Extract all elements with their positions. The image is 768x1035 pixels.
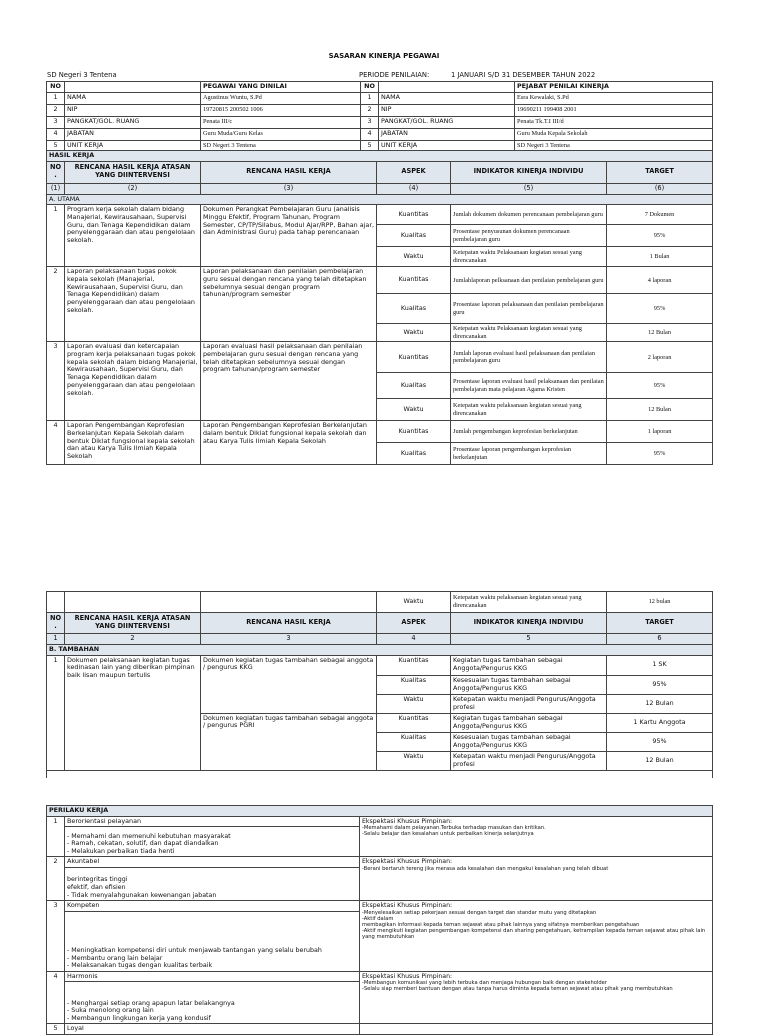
unit-header: SD Negeri 3 Tentena bbox=[47, 71, 117, 79]
ekspektasi-item: -Menyelesaikan setiap pekerjaan sesuai dengan target dan standar mutu yang ditetapkan bbox=[362, 909, 597, 916]
aspek-cell: Waktu bbox=[377, 751, 451, 770]
column-number: 4 bbox=[377, 634, 451, 645]
target-cell: 1 Kartu Anggota bbox=[607, 713, 713, 732]
identity-row bbox=[47, 93, 713, 105]
perilaku-item: - Tidak menyalahgunakan kewenangan jabatan bbox=[67, 891, 217, 899]
ekspektasi-item: -Membangun komunikasi yang lebih terbuka dan menjaga hubungan baik dengan stakeholder bbox=[362, 980, 608, 987]
perilaku-items bbox=[65, 827, 360, 857]
rhk-atasan-cell: Dokumen pelaksanaan kegiatan tugas kedinasan lain yang diberikan pimpinan baik lisan maupun tertulis bbox=[65, 655, 201, 770]
identity-label: UNIT KERJA bbox=[65, 141, 201, 153]
col-rhk: RENCANA HASIL KERJA bbox=[201, 161, 377, 183]
ekspektasi-cell bbox=[360, 1024, 713, 1035]
pejabat-value: SD Negeri 3 Tentena bbox=[515, 141, 713, 153]
perilaku-items bbox=[65, 982, 360, 1024]
perilaku-item: - Melaksanakan tugas dengan kualitas terbaik bbox=[67, 962, 213, 970]
ekspektasi-cell bbox=[360, 857, 713, 901]
perilaku-title-row bbox=[47, 1024, 713, 1035]
hasil-kerja-table bbox=[46, 150, 713, 465]
ekspektasi-item: membagikan informasi kepada teman sejawat atau pihak lainnya yang sifatnya memberikan pengetahuan bbox=[362, 921, 640, 928]
identity-no: 4 bbox=[47, 129, 65, 141]
target-cell: 12 Bulan bbox=[607, 751, 713, 770]
column-number: (5) bbox=[451, 183, 607, 194]
identity-label: NAMA bbox=[379, 93, 515, 105]
periode-value: 1 JANUARI S/D 31 DESEMBER TAHUN 2022 bbox=[451, 71, 596, 79]
indikator-cell: Ketepatan waktu Pelaksanaan kegiatan sesuai yang direncanakan bbox=[451, 247, 607, 267]
rhk-atasan-cell: Program kerja sekolah dalam bidang Manajerial, Kewirausahaan, Supervisi Guru, dan Tenaga Kependidikan dalam penyelenggaraan dan atau pengelolaan sekolah. bbox=[65, 205, 201, 267]
indikator-cell: Jumlah pengembangan keprofesian berkelanjutan bbox=[451, 421, 607, 443]
aspek-cell: Waktu bbox=[377, 247, 451, 267]
target-cell: 95% bbox=[607, 294, 713, 324]
identity-label: JABATAN bbox=[379, 129, 515, 141]
target-cell: 2 laporan bbox=[607, 342, 713, 373]
col-rhk-atasan: RENCANA HASIL KERJA ATASAN YANG DIINTERVENSI bbox=[65, 161, 201, 183]
perilaku-title-row bbox=[47, 971, 713, 982]
identity-no: 4 bbox=[361, 129, 379, 141]
identity-table bbox=[46, 81, 713, 153]
indikator-cell: Ketepatan waktu menjadi Pengurus/Anggota profesi bbox=[451, 751, 607, 770]
col-aspek: ASPEK bbox=[377, 613, 451, 634]
identity-no: 1 bbox=[47, 93, 65, 105]
identity-no: 1 bbox=[361, 93, 379, 105]
perilaku-title-row bbox=[47, 857, 713, 868]
col-aspek: ASPEK bbox=[377, 161, 451, 183]
page-title: SASARAN KINERJA PEGAWAI bbox=[328, 52, 440, 60]
table-row bbox=[47, 205, 713, 225]
aspek-cell: Kualitas bbox=[377, 373, 451, 399]
identity-no: 5 bbox=[47, 141, 65, 153]
ekspektasi-cell bbox=[360, 971, 713, 1024]
identity-no: 3 bbox=[361, 117, 379, 129]
perilaku-item: efektif, dan efisien bbox=[67, 883, 126, 891]
perilaku-item: - Membantu orang lain belajar bbox=[67, 954, 163, 962]
ekspektasi-item: -Berani bertaruh tereng jika merasa ada kesalahan dan mengakui kesalahan yang telah dibuat bbox=[362, 865, 609, 872]
identity-label: PANGKAT/GOL. RUANG bbox=[65, 117, 201, 129]
perilaku-label: PERILAKU KERJA bbox=[47, 806, 713, 817]
aspek-cell: Kuantitas bbox=[377, 655, 451, 675]
pejabat-value: Guru Muda Kepala Sekolah bbox=[515, 129, 713, 141]
perilaku-title-row bbox=[47, 901, 713, 912]
target-cell: 1 SK bbox=[607, 655, 713, 675]
indikator-cell: Kegiatan tugas tambahan sebagai Anggota/Pengurus KKG bbox=[451, 713, 607, 732]
indikator-cell: Ketepatan waktu menjadi Pengurus/Anggota profesi bbox=[451, 694, 607, 713]
rhk-cell: Laporan pelaksanaan dan penilaian pembelajaran guru sesuai dengan rencana yang telah ditetapkan sebelumnya sesuai dengan program tahunan/program semester bbox=[201, 267, 377, 342]
indikator-cell: Ketepatan waktu Pelaksanaan kegiatan sesuai yang direncanakan bbox=[451, 324, 607, 342]
rhk-atasan-cell: Laporan pelaksanaan tugas pokok kepala sekolah (Manajerial, Kewirausahaan, Supervisi Guru, dan Tenaga Kependidikan) dalam penyelenggaraan dan atau pengelolaan sekolah. bbox=[65, 267, 201, 342]
target-cell: 95% bbox=[607, 443, 713, 465]
column-number: (4) bbox=[377, 183, 451, 194]
pegawai-value: SD Negeri 3 Tentena bbox=[201, 141, 361, 153]
ekspektasi-item: -Selalu belajar dan kesalahan untuk perbaikan kinerja selanjutnya bbox=[362, 831, 534, 838]
target-cell: 7 Dokumen bbox=[607, 205, 713, 225]
identity-no: 2 bbox=[47, 105, 65, 117]
column-number: (2) bbox=[65, 183, 201, 194]
perilaku-items bbox=[65, 911, 360, 971]
column-number: 5 bbox=[451, 634, 607, 645]
pejabat-value: 19690211 199408 2001 bbox=[515, 105, 713, 117]
aspek-cell: Kuantitas bbox=[377, 205, 451, 225]
row-number: 1 bbox=[47, 655, 65, 770]
carry-row bbox=[47, 592, 713, 613]
pejabat-value: Esra Kewalaki, S.Pd bbox=[515, 93, 713, 105]
perilaku-title: Kompeten bbox=[65, 901, 360, 912]
indikator-cell: Kesesuaian tugas tambahan sebagai Anggota/Pengurus KKG bbox=[451, 675, 607, 694]
pegawai-value: Agustinus Wuntu, S.Pd bbox=[201, 93, 361, 105]
column-number-row bbox=[47, 183, 713, 194]
identity-row bbox=[47, 117, 713, 129]
target-cell: 95% bbox=[607, 373, 713, 399]
pegawai-value: Penata III/c bbox=[201, 117, 361, 129]
perilaku-item: - Suka menolong orang lain bbox=[67, 1007, 154, 1015]
column-number: (3) bbox=[201, 183, 377, 194]
identity-row bbox=[47, 129, 713, 141]
perilaku-no: 4 bbox=[47, 971, 65, 1024]
perilaku-item: - Menghargai setiap orang apapun latar belakangnya bbox=[67, 999, 235, 1007]
indikator-cell: Jumlah laporan evaluasi hasil pelaksanaan dan penilaian pembelajaran guru bbox=[451, 342, 607, 373]
aspek-cell: Waktu bbox=[377, 324, 451, 342]
col-indikator: INDIKATOR KINERJA INDIVIDU bbox=[451, 613, 607, 634]
rhk-cell: Laporan evaluasi hasil pelaksanaan dan penilaian pembelajaran guru sesuai dengan rencana yang telah ditetapkan sebelumnya sesuai dengan program tahunan/program semester bbox=[201, 342, 377, 421]
periode-label: PERIODE PENILAIAN: bbox=[359, 71, 430, 79]
identity-label: NIP bbox=[65, 105, 201, 117]
header-row bbox=[47, 161, 713, 183]
target-cell: 95% bbox=[607, 675, 713, 694]
table-row bbox=[47, 655, 713, 675]
column-number: 6 bbox=[607, 634, 713, 645]
col-no: NO. bbox=[47, 161, 65, 183]
row-number: 2 bbox=[47, 267, 65, 342]
target-cell: 95% bbox=[607, 225, 713, 247]
identity-label: PANGKAT/GOL. RUANG bbox=[379, 117, 515, 129]
identity-no-header-2: NO bbox=[361, 82, 379, 93]
indikator-cell: Prosentase laporan evaluasi hasil pelaksanaan dan penilaian pembelajaran mata pelajaran Agama Kristen bbox=[451, 373, 607, 399]
target-cell: 1 Bulan bbox=[607, 247, 713, 267]
indikator-cell: Prosentase penyusunan dokumen perencanaan pembelajaran guru bbox=[451, 225, 607, 247]
aspek-cell: Kualitas bbox=[377, 225, 451, 247]
ekspektasi-label: Ekspektasi Khusus Pimpinan: bbox=[362, 902, 453, 910]
column-number: 1 bbox=[47, 634, 65, 645]
target-cell: 1 laporan bbox=[607, 421, 713, 443]
indikator-cell: Ketepatan waktu pelaksanaan kegiatan sesuai yang direncanakan bbox=[451, 399, 607, 421]
target-cell: 95% bbox=[607, 732, 713, 751]
table-row bbox=[47, 267, 713, 294]
ekspektasi-label: Ekspektasi Khusus Pimpinan: bbox=[362, 817, 453, 825]
row-number: 4 bbox=[47, 421, 65, 465]
perilaku-no: 3 bbox=[47, 901, 65, 972]
ekspektasi-label: Ekspektasi Khusus Pimpinan: bbox=[362, 858, 453, 866]
target-cell: 12 Bulan bbox=[607, 694, 713, 713]
target-cell: 4 laporan bbox=[607, 267, 713, 294]
perilaku-no: 1 bbox=[47, 816, 65, 857]
aspek-cell: Kuantitas bbox=[377, 342, 451, 373]
identity-no: 2 bbox=[361, 105, 379, 117]
row-number: 1 bbox=[47, 205, 65, 267]
column-number: (1) bbox=[47, 183, 65, 194]
perilaku-item: - Membangun lingkungan kerja yang kondusif bbox=[67, 1014, 211, 1022]
perilaku-item: berintegritas tinggi bbox=[67, 876, 128, 884]
aspek-cell: Kualitas bbox=[377, 294, 451, 324]
indikator-cell: Jumlahlaporan pelksanaan dan penilaian pembelajaran guru bbox=[451, 267, 607, 294]
column-number: (6) bbox=[607, 183, 713, 194]
identity-no: 3 bbox=[47, 117, 65, 129]
carry-target: 12 bulan bbox=[607, 592, 713, 613]
identity-label: JABATAN bbox=[65, 129, 201, 141]
col-indikator: INDIKATOR KINERJA INDIVIDU bbox=[451, 161, 607, 183]
ekspektasi-item: -Aktif mengikuti kegiatan pengembangan kompetensi dan sharing pengetahuan, ketrampilan kepada teman sejawat atau pihak lain yang membutuhkan bbox=[362, 928, 706, 941]
tambahan-label: B. TAMBAHAN bbox=[47, 644, 713, 655]
aspek-cell: Waktu bbox=[377, 694, 451, 713]
indikator-cell: Kesesuaian tugas tambahan sebagai Anggota/Pengurus KKG bbox=[451, 732, 607, 751]
rhk-cell: Dokumen kegiatan tugas tambahan sebagai anggota / pengurus KKG bbox=[201, 655, 377, 713]
perilaku-item: - Meningkatkan kompetensi diri untuk menjawab tantangan yang selalu berubah bbox=[67, 947, 322, 955]
identity-label: UNIT KERJA bbox=[379, 141, 515, 153]
carry-indikator: Ketepatan waktu pelaksanaan kegiatan sesuai yang direncanakan bbox=[451, 592, 607, 613]
perilaku-items bbox=[65, 868, 360, 901]
identity-label: NAMA bbox=[65, 93, 201, 105]
ekspektasi-cell bbox=[360, 816, 713, 857]
aspek-cell: Kuantitas bbox=[377, 713, 451, 732]
ekspektasi-cell bbox=[360, 901, 713, 972]
row-number: 3 bbox=[47, 342, 65, 421]
perilaku-title: Akuntabel bbox=[65, 857, 360, 868]
header-row-2 bbox=[47, 613, 713, 634]
rhk-cell: Laporan Pengembangan Keprofesian Berkelanjutan dalam bentuk Diklat fungsional kepala sekolah dan atau Karya Tulis Ilmiah Kepala Sekolah bbox=[201, 421, 377, 465]
indikator-cell: Kegiatan tugas tambahan sebagai Anggota/Pengurus KKG bbox=[451, 655, 607, 675]
identity-header-row bbox=[47, 82, 713, 93]
col-target: TARGET bbox=[607, 613, 713, 634]
aspek-cell: Kuantitas bbox=[377, 421, 451, 443]
pejabat-value: Penata Tk.T.I III/d bbox=[515, 117, 713, 129]
aspek-cell: Waktu bbox=[377, 399, 451, 421]
identity-label: NIP bbox=[379, 105, 515, 117]
indikator-cell: Prosentase laporan pelaksanaan dan penilaian pembelajaran guru bbox=[451, 294, 607, 324]
aspek-cell: Kualitas bbox=[377, 732, 451, 751]
ekspektasi-label: Ekspektasi Khusus Pimpinan: bbox=[362, 972, 453, 980]
perilaku-item: - Melakukan perbaikan tiada henti bbox=[67, 847, 175, 855]
table-row bbox=[47, 421, 713, 443]
utama-label: A. UTAMA bbox=[47, 194, 713, 205]
col-rhk: RENCANA HASIL KERJA bbox=[201, 613, 377, 634]
pegawai-value: 19720815 200502 1006 bbox=[201, 105, 361, 117]
aspek-cell: Kualitas bbox=[377, 443, 451, 465]
ekspektasi-item: -Memahami dalam pelayanan.Terbuka terhadap masukan dan kritikan. bbox=[362, 825, 546, 832]
perilaku-no: 2 bbox=[47, 857, 65, 901]
perilaku-title: Harmonis bbox=[65, 971, 360, 982]
column-number: 2 bbox=[65, 634, 201, 645]
rhk-atasan-cell: Laporan evaluasi dan ketercapaian program kerja pelaksanaan tugas pokok kepala sekolah dalam bidang Manajerial, Kewirausahaan, Supervisi Guru, dan Tenaga Kependidikan dalam penyelenggaraan dan atau pengelolaan sekolah. bbox=[65, 342, 201, 421]
indikator-cell: Jumlah dokumen dokumen perencanaan pembelajaran guru bbox=[451, 205, 607, 225]
perilaku-title: Berorientasi pelayanan bbox=[65, 816, 360, 827]
perilaku-item: - Ramah, cekatan, solutif, dan dapat diandalkan bbox=[67, 840, 219, 848]
pejabat-header: PEJABAT PENILAI KINERJA bbox=[515, 82, 713, 93]
perilaku-table bbox=[46, 805, 713, 1035]
perilaku-item: - Memahami dan memenuhi kebutuhan masyarakat bbox=[67, 832, 231, 840]
rhk-atasan-cell: Laporan Pengembangan Keprofesian Berkelanjutan Kepala Sekolah dalam bentuk Diklat fungsional kepala sekolah dan atau Karya Tulis Ilmiah Kepala Sekolah bbox=[65, 421, 201, 465]
identity-no: 5 bbox=[361, 141, 379, 153]
hasil-kerja-label: HASIL KERJA bbox=[47, 151, 713, 162]
table-row bbox=[47, 342, 713, 373]
pegawai-header: PEGAWAI YANG DINILAI bbox=[201, 82, 361, 93]
target-cell: 12 Bulan bbox=[607, 399, 713, 421]
aspek-cell: Kualitas bbox=[377, 675, 451, 694]
carry-aspek: Waktu bbox=[377, 592, 451, 613]
perilaku-no: 5 bbox=[47, 1024, 65, 1035]
column-number: 3 bbox=[201, 634, 377, 645]
identity-row bbox=[47, 105, 713, 117]
identity-no-header: NO bbox=[47, 82, 65, 93]
aspek-cell: Kuantitas bbox=[377, 267, 451, 294]
column-number-row-2 bbox=[47, 634, 713, 645]
col-no: NO. bbox=[47, 613, 65, 634]
rhk-cell: Dokumen Perangkat Pembelajaran Guru (analisis Minggu Efektif, Program Tahunan, Program Semester, CP/TP/Silabus, Modul Ajar/RPP, Bahan ajar, dan Administrasi Guru) pada tahap perencanaan bbox=[201, 205, 377, 267]
ekspektasi-item: -Selalu siap memberi bantuan dengan atau tanpa harus diminta kepada teman sejawat atau pihak yang membutuhkan bbox=[362, 986, 673, 993]
target-cell: 12 Bulan bbox=[607, 324, 713, 342]
pegawai-value: Guru Muda/Guru Kelas bbox=[201, 129, 361, 141]
col-rhk-atasan: RENCANA HASIL KERJA ATASAN YANG DIINTERVENSI bbox=[65, 613, 201, 634]
col-target: TARGET bbox=[607, 161, 713, 183]
ekspektasi-item: -Aktif dalam bbox=[362, 915, 394, 922]
indikator-cell: Prosentase laporan pengembangan keprofesian berkelanjutan bbox=[451, 443, 607, 465]
rhk-cell: Dokumen kegiatan tugas tambahan sebagai anggota / pengurus PGRI bbox=[201, 713, 377, 770]
perilaku-title: Loyal bbox=[65, 1024, 360, 1035]
hasil-kerja-table-page2 bbox=[46, 591, 713, 778]
perilaku-title-row bbox=[47, 816, 713, 827]
